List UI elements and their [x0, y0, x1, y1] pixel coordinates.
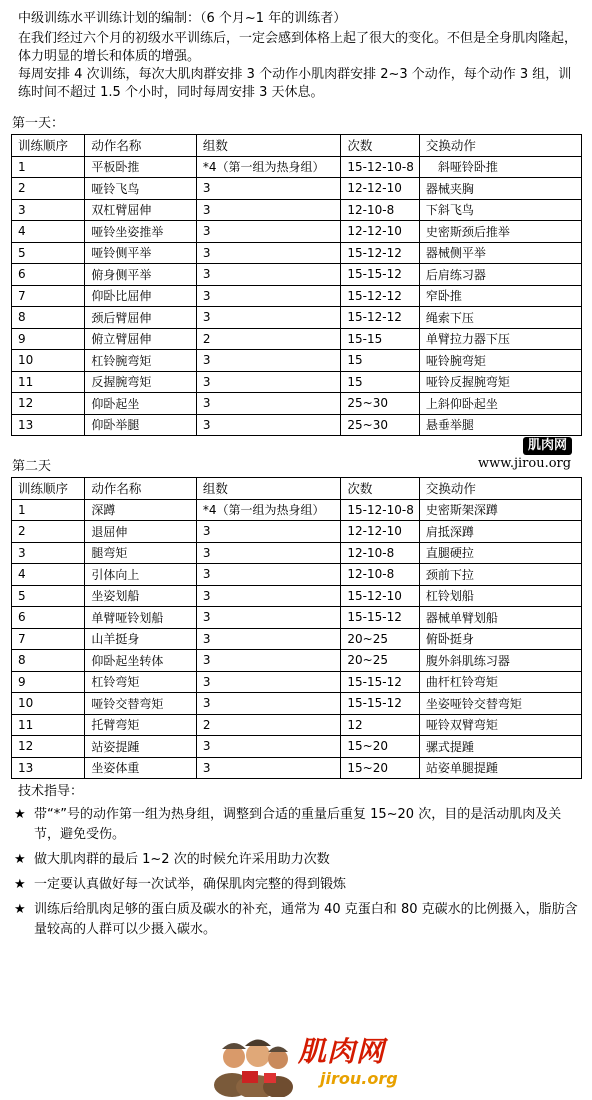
cell-exercise: 杠铃腕弯矩 — [85, 350, 197, 372]
cell-order: 8 — [12, 307, 85, 329]
table-row — [12, 178, 582, 200]
cell-alternative: 窄卧推 — [419, 285, 581, 307]
cell-sets: 2 — [196, 714, 341, 736]
watermark-badge: 肌肉网 — [523, 437, 572, 455]
site-logo — [212, 1035, 398, 1097]
cell-reps: 20~25 — [341, 628, 419, 650]
header-alternative: 交换动作 — [419, 478, 581, 500]
cell-sets: 3 — [196, 693, 341, 715]
day1-table — [11, 134, 582, 436]
cell-sets: 3 — [196, 757, 341, 779]
cell-order: 11 — [12, 371, 85, 393]
cell-reps: 15-15-12 — [341, 671, 419, 693]
cell-sets: 3 — [196, 736, 341, 758]
cell-sets: 3 — [196, 221, 341, 243]
cell-order: 10 — [12, 350, 85, 372]
cell-alternative: 杠铃划船 — [419, 585, 581, 607]
cell-sets: 3 — [196, 542, 341, 564]
cell-order: 5 — [12, 242, 85, 264]
table-row — [12, 650, 582, 672]
cell-alternative: 器械单臂划船 — [419, 607, 581, 629]
logo-url: jirou.org — [320, 1069, 398, 1088]
cell-reps: 12-12-10 — [341, 221, 419, 243]
cell-reps: 15 — [341, 371, 419, 393]
cell-exercise: 深蹲 — [85, 499, 197, 521]
table-row — [12, 156, 582, 178]
cell-alternative: 绳索下压 — [419, 307, 581, 329]
cell-reps: 25~30 — [341, 414, 419, 436]
cell-sets: 3 — [196, 242, 341, 264]
cell-reps: 12-12-10 — [341, 521, 419, 543]
cell-exercise: 站姿提踵 — [85, 736, 197, 758]
cell-sets: 3 — [196, 307, 341, 329]
cell-sets: 3 — [196, 199, 341, 221]
header-order: 训练顺序 — [12, 478, 85, 500]
page-title: 中级训练水平训练计划的编制：（6 个月~1 年的训练者） — [18, 11, 347, 26]
cell-exercise: 托臂弯矩 — [85, 714, 197, 736]
watermark-url: www.jirou.org — [478, 456, 572, 471]
cell-sets: 3 — [196, 264, 341, 286]
cell-exercise: 引体向上 — [85, 564, 197, 586]
propaganda-figures-icon — [212, 1035, 294, 1097]
cell-sets: 3 — [196, 285, 341, 307]
cell-sets: 3 — [196, 564, 341, 586]
cell-order: 13 — [12, 757, 85, 779]
table-row — [12, 414, 582, 436]
cell-alternative: 颈前下拉 — [419, 564, 581, 586]
table-row — [12, 371, 582, 393]
header-sets: 组数 — [196, 478, 341, 500]
cell-alternative: 斜哑铃卧推 — [419, 156, 581, 178]
cell-order: 1 — [12, 499, 85, 521]
cell-order: 3 — [12, 542, 85, 564]
tip-text: 一定要认真做好每一次试举，确保肌肉完整的得到锻炼 — [34, 877, 347, 892]
cell-exercise: 坐姿体重 — [85, 757, 197, 779]
table-header-row — [12, 478, 582, 500]
cell-alternative: 上斜仰卧起坐 — [419, 393, 581, 415]
cell-alternative: 骡式提踵 — [419, 736, 581, 758]
cell-exercise: 杠铃弯矩 — [85, 671, 197, 693]
cell-order: 7 — [12, 628, 85, 650]
cell-reps: 12-10-8 — [341, 199, 419, 221]
cell-exercise: 平板卧推 — [85, 156, 197, 178]
cell-order: 6 — [12, 607, 85, 629]
cell-alternative: 站姿单腿提踵 — [419, 757, 581, 779]
cell-sets: 3 — [196, 671, 341, 693]
tip-item — [14, 805, 582, 845]
cell-exercise: 仰卧起坐转体 — [85, 650, 197, 672]
cell-exercise: 哑铃飞鸟 — [85, 178, 197, 200]
header-alternative: 交换动作 — [419, 135, 581, 157]
cell-reps: 12-10-8 — [341, 564, 419, 586]
cell-exercise: 哑铃侧平举 — [85, 242, 197, 264]
table-row — [12, 757, 582, 779]
cell-sets: *4（第一组为热身组） — [196, 499, 341, 521]
intro-paragraph-1: 在我们经过六个月的初级水平训练后，一定会感到体格上起了很大的变化。不但是全身肌肉隆起，体力明显的增长和体质的增强。 — [18, 31, 578, 64]
day2-label: 第二天 — [12, 459, 52, 474]
cell-order: 9 — [12, 671, 85, 693]
intro-paragraph-2: 每周安排 4 次训练，每次大肌肉群安排 3 个动作小肌肉群安排 2~3 个动作，每个动作 3 组，训练时间不超过 1.5 个小时，同时每周安排 3 天休息。 — [18, 67, 572, 100]
cell-alternative: 俯卧挺身 — [419, 628, 581, 650]
intro-text — [18, 30, 578, 102]
day2-table — [11, 477, 582, 779]
cell-reps: 15-12-10-8 — [341, 499, 419, 521]
cell-exercise: 俯身侧平举 — [85, 264, 197, 286]
cell-order: 11 — [12, 714, 85, 736]
header-reps: 次数 — [341, 135, 419, 157]
table-row — [12, 542, 582, 564]
tip-item — [14, 850, 582, 870]
table-row — [12, 607, 582, 629]
cell-alternative: 史密斯颈后推举 — [419, 221, 581, 243]
cell-reps: 15-15-12 — [341, 264, 419, 286]
cell-sets: 3 — [196, 650, 341, 672]
table-row — [12, 242, 582, 264]
cell-sets: 3 — [196, 628, 341, 650]
cell-reps: 20~25 — [341, 650, 419, 672]
cell-order: 5 — [12, 585, 85, 607]
cell-exercise: 反握腕弯矩 — [85, 371, 197, 393]
cell-alternative: 哑铃腕弯矩 — [419, 350, 581, 372]
table-row — [12, 521, 582, 543]
cell-exercise: 腿弯矩 — [85, 542, 197, 564]
table-row — [12, 736, 582, 758]
cell-order: 7 — [12, 285, 85, 307]
tips-list — [14, 805, 582, 945]
cell-alternative: 悬垂举腿 — [419, 414, 581, 436]
cell-sets: 3 — [196, 585, 341, 607]
tip-item — [14, 875, 582, 895]
cell-order: 13 — [12, 414, 85, 436]
cell-alternative: 坐姿哑铃交替弯矩 — [419, 693, 581, 715]
cell-reps: 25~30 — [341, 393, 419, 415]
cell-exercise: 单臂哑铃划船 — [85, 607, 197, 629]
day1-label: 第一天： — [12, 116, 65, 131]
table-row — [12, 221, 582, 243]
cell-exercise: 山羊挺身 — [85, 628, 197, 650]
star-icon: ★ — [14, 877, 26, 892]
table-row — [12, 393, 582, 415]
table-row — [12, 693, 582, 715]
cell-exercise: 退屈伸 — [85, 521, 197, 543]
cell-reps: 15~20 — [341, 736, 419, 758]
table-row — [12, 714, 582, 736]
tip-text: 训练后给肌肉足够的蛋白质及碳水的补充，通常为 40 克蛋白和 80 克碳水的比例摄入，脂肪含量较高的人群可以少摄入碳水。 — [34, 902, 578, 937]
cell-alternative: 曲杆杠铃弯矩 — [419, 671, 581, 693]
table-row — [12, 350, 582, 372]
cell-alternative: 哑铃反握腕弯矩 — [419, 371, 581, 393]
cell-reps: 12-12-10 — [341, 178, 419, 200]
table-row — [12, 499, 582, 521]
cell-order: 2 — [12, 178, 85, 200]
table-row — [12, 307, 582, 329]
cell-reps: 12-10-8 — [341, 542, 419, 564]
cell-exercise: 仰卧比屈伸 — [85, 285, 197, 307]
cell-order: 12 — [12, 736, 85, 758]
cell-order: 1 — [12, 156, 85, 178]
star-icon: ★ — [14, 902, 26, 917]
cell-sets: 3 — [196, 607, 341, 629]
cell-exercise: 哑铃交替弯矩 — [85, 693, 197, 715]
logo-text: 肌肉网 — [298, 1035, 386, 1068]
cell-sets: 3 — [196, 414, 341, 436]
cell-order: 2 — [12, 521, 85, 543]
table-row — [12, 564, 582, 586]
cell-order: 4 — [12, 221, 85, 243]
table-row — [12, 671, 582, 693]
cell-reps: 15-15 — [341, 328, 419, 350]
cell-reps: 12 — [341, 714, 419, 736]
cell-exercise: 坐姿划船 — [85, 585, 197, 607]
cell-sets: 3 — [196, 393, 341, 415]
cell-sets: 3 — [196, 350, 341, 372]
tip-text: 做大肌肉群的最后 1~2 次的时候允许采用助力次数 — [34, 852, 330, 867]
cell-sets: *4（第一组为热身组） — [196, 156, 341, 178]
cell-alternative: 腹外斜肌练习器 — [419, 650, 581, 672]
cell-reps: 15-15-12 — [341, 607, 419, 629]
table-row — [12, 285, 582, 307]
cell-reps: 15 — [341, 350, 419, 372]
cell-reps: 15-15-12 — [341, 693, 419, 715]
cell-exercise: 俯立臂屈伸 — [85, 328, 197, 350]
cell-order: 6 — [12, 264, 85, 286]
cell-alternative: 下斜飞鸟 — [419, 199, 581, 221]
cell-reps: 15-12-10 — [341, 585, 419, 607]
cell-alternative: 史密斯架深蹲 — [419, 499, 581, 521]
table-row — [12, 585, 582, 607]
cell-exercise: 哑铃坐姿推举 — [85, 221, 197, 243]
table-header-row — [12, 135, 582, 157]
cell-reps: 15-12-12 — [341, 307, 419, 329]
header-order: 训练顺序 — [12, 135, 85, 157]
header-exercise: 动作名称 — [85, 478, 197, 500]
cell-reps: 15~20 — [341, 757, 419, 779]
cell-alternative: 器械夹胸 — [419, 178, 581, 200]
tip-item — [14, 900, 582, 940]
cell-order: 12 — [12, 393, 85, 415]
cell-order: 8 — [12, 650, 85, 672]
cell-exercise: 颈后臂屈伸 — [85, 307, 197, 329]
cell-sets: 3 — [196, 371, 341, 393]
cell-alternative: 后肩练习器 — [419, 264, 581, 286]
cell-reps: 15-12-12 — [341, 285, 419, 307]
cell-order: 4 — [12, 564, 85, 586]
star-icon: ★ — [14, 807, 26, 822]
cell-sets: 3 — [196, 521, 341, 543]
table-row — [12, 328, 582, 350]
header-exercise: 动作名称 — [85, 135, 197, 157]
table-row — [12, 199, 582, 221]
cell-order: 10 — [12, 693, 85, 715]
cell-exercise: 仰卧举腿 — [85, 414, 197, 436]
cell-alternative: 哑铃双臂弯矩 — [419, 714, 581, 736]
cell-alternative: 直腿硬拉 — [419, 542, 581, 564]
cell-exercise: 双杠臂屈伸 — [85, 199, 197, 221]
cell-order: 3 — [12, 199, 85, 221]
cell-alternative: 单臂拉力器下压 — [419, 328, 581, 350]
cell-alternative: 器械侧平举 — [419, 242, 581, 264]
cell-reps: 15-12-12 — [341, 242, 419, 264]
star-icon: ★ — [14, 852, 26, 867]
cell-alternative: 肩抵深蹲 — [419, 521, 581, 543]
header-sets: 组数 — [196, 135, 341, 157]
table-row — [12, 628, 582, 650]
tip-text: 带“*”号的动作第一组为热身组，调整到合适的重量后重复 15~20 次，目的是活动肌肉及关节，避免受伤。 — [34, 807, 562, 842]
tips-title: 技术指导： — [18, 784, 84, 799]
cell-sets: 2 — [196, 328, 341, 350]
cell-reps: 15-12-10-8 — [341, 156, 419, 178]
cell-exercise: 仰卧起坐 — [85, 393, 197, 415]
cell-sets: 3 — [196, 178, 341, 200]
table-row — [12, 264, 582, 286]
header-reps: 次数 — [341, 478, 419, 500]
cell-order: 9 — [12, 328, 85, 350]
